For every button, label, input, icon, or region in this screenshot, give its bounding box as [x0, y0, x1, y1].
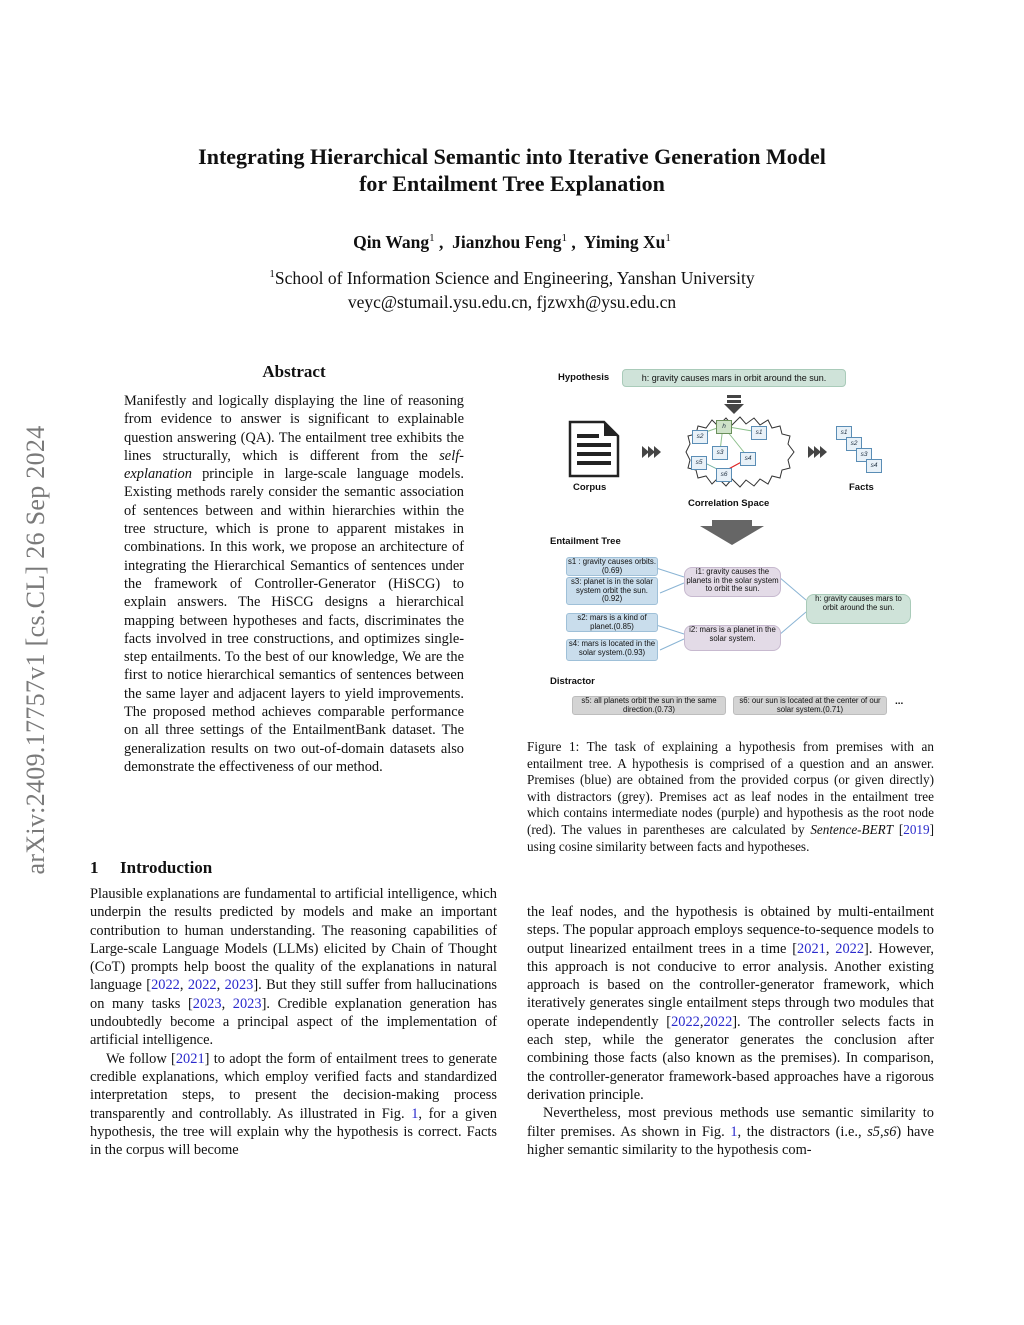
intermediate-i2: i2: mars is a planet in the solar system. [684, 625, 781, 651]
affiliation: School of Information Science and Engineering, Yanshan University [274, 267, 755, 288]
facts-label: Facts [849, 482, 874, 493]
paragraph: the leaf nodes, and the hypothesis is obtained by multi-entailment steps. The popular approach employs sequence-to-sequence models to output linearized entailment trees in a time [2021, 2022]. However, this approach is not conducive to error analysis. Another existing approach is based on the controller-generator framework, which iteratively generates single entailment steps through two modules that operate independently [2022,2022]. The controller selects facts in each step, while the generator generates the conclusion after combining those facts (also known as the premises). In comparison, the controller-generator framework-based approaches have a rigorous derivation principle. [527, 904, 934, 1103]
author-list: Qin Wang$^1$ , Jianzhou Feng$^1$ , Yiming Xu$^1$ [353, 232, 671, 252]
emails: veyc@stumail.ysu.edu.cn, fjzwxh@ysu.edu.cn [347, 291, 677, 312]
node-s1: s1 [751, 426, 767, 440]
citation-link[interactable]: 2022 [671, 1013, 700, 1030]
abstract-text: Manifestly and logically displaying the line of reasoning from evidence to answer is significant to explainable question answering (QA). The entailment tree exhibits the lines structurally, which is different from the [124, 393, 464, 464]
distractor-s6: s6: our sun is located at the center of our solar system.(0.71) [733, 696, 887, 715]
chevron-right-icon [642, 446, 661, 458]
title-line-1: Integrating Hierarchical Semantic into Iterative Generation Model [198, 144, 826, 169]
author-aff: 1 [561, 232, 568, 245]
node-h: h [716, 420, 732, 434]
abstract-emphasis: self-explanation [124, 447, 464, 483]
correlation-space-label: Correlation Space [688, 498, 770, 509]
document-icon [570, 422, 618, 476]
citation-link[interactable]: 2019 [903, 821, 930, 837]
citation-link[interactable]: 2022 [835, 940, 865, 957]
arxiv-stamp [8, 350, 64, 950]
premise-s1: s1 : gravity causes orbits.(0.69) [566, 557, 658, 576]
distractor-label: Distractor [550, 676, 595, 687]
author-aff: 1 [665, 232, 671, 245]
paragraph: Plausible explanations are fundamental to artificial intelligence, which underpin the results predicted by models and make an important contribution to human understanding. The reasoning capabilities of Large-scale Language Models (LLMs) elicited by Chain of Thought (CoT) prompts help boost the quality of the explanations in natural language [2022, 2022, 2023]. But they still suffer from hallucinations on many tasks [2023, 2023]. Credible explanation generation has undoubtedly become a principal aspect of the implementation of artificial intelligence. [90, 886, 497, 1049]
node-s3: s3 [712, 446, 728, 460]
premise-s2: s2: mars is a kind of planet.(0.85) [566, 613, 658, 632]
chevron-right-icon [808, 446, 827, 458]
node-s2: s2 [692, 430, 708, 444]
citation-link[interactable]: 2023 [232, 995, 262, 1012]
fact-s1: s1 [836, 426, 852, 440]
abstract-heading: Abstract [262, 362, 326, 381]
figure-link[interactable]: 1 [411, 1105, 419, 1122]
paragraph: Nevertheless, most previous methods use semantic similarity to filter premises. As shown in Fig. 1, the distractors (i.e., s5,s6) have higher semantic similarity to the hypothesis com- [527, 1105, 934, 1158]
right-column-body [527, 903, 934, 1159]
premise-s3: s3: planet is in the solar system orbit the sun.(0.92) [566, 577, 658, 605]
figure-link[interactable]: 1 [730, 1123, 738, 1140]
fact-s2: s2 [846, 437, 862, 451]
citation-link[interactable]: 2021 [797, 940, 826, 957]
fact-s4: s4 [866, 459, 882, 473]
author-aff: 1 [429, 232, 435, 245]
section-heading [90, 858, 212, 878]
affiliation-block [90, 262, 934, 314]
hypothesis-label: Hypothesis [558, 372, 610, 383]
paragraph: We follow [2021] to adopt the form of entailment trees to generate credible explanations, which employ verified facts and standardized interpretation steps, to present the decision-making process transparently and controllably. As illustrated in Fig. 1, for a given hypothesis, the tree will explain why the hypothesis is correct. Facts in the corpus will become [90, 1050, 497, 1159]
author-name: Jianzhou Feng [452, 232, 562, 252]
figure-caption: Figure 1: The task of explaining a hypothesis from premises with an entailment tree. A hypothesis is comprised of a question and an answer. Premises (blue) are obtained from the provided corpus (or given directly) with distractors (grey). Premises act as leaf nodes in the entailment tree which contains intermediate nodes (purple) and hypothesis as the root node (red). The values in parentheses are calculated by Sentence-BERT [2019] using cosine similarity between facts and hypotheses. [527, 739, 934, 854]
author-name: Qin Wang [353, 232, 430, 252]
intermediate-i1: i1: gravity causes the planets in the solar system to orbit the sun. [684, 567, 781, 597]
entailment-tree-label: Entailment Tree [550, 536, 621, 547]
fact-s3: s3 [856, 448, 872, 462]
section-title: Introduction [120, 858, 213, 877]
citation-link[interactable]: 2023 [224, 977, 254, 994]
citation-link[interactable]: 2022 [187, 977, 217, 994]
abstract-text: principle in large-scale language models. Existing methods rarely consider the semantic association of sentences between and within hierarchies within the tree structure, which is prone to apparent mistakes in combinations. In this work, we propose an architecture of integrating the Hierarchical Semantics of sentences under the framework of Controller-Generator (HiSCG) to explain answers. The HiSCG designs a hierarchical mapping between hypotheses and facts, discriminates the facts involved in tree constructions, and optimizes single-step entailments. To the best of our knowledge, We are the first to notice hierarchical semantics of sentences between the same layer and adjacent layers to yield improvements. The proposed method achieves comparable performance on all three settings of the EntailmentBank dataset. The generalization results on two out-of-domain datasets also demonstrate the effectiveness of our method. [124, 466, 464, 775]
intro-body [90, 885, 497, 1159]
citation-link[interactable]: 2022 [703, 1013, 733, 1030]
hypothesis-root: h: gravity causes mars to orbit around the sun. [806, 594, 911, 624]
paper-title [90, 143, 934, 197]
down-arrow-icon [724, 395, 744, 414]
affiliation-mark: 1 [269, 268, 275, 280]
section-number: 1 [90, 858, 99, 877]
author-name: Yiming Xu [583, 232, 666, 252]
citation-link[interactable]: 2021 [175, 1050, 205, 1067]
node-s6: s6 [716, 468, 732, 482]
citation-link[interactable]: 2022 [151, 977, 180, 994]
citation-link[interactable]: 2023 [192, 995, 222, 1012]
title-line-2: for Entailment Tree Explanation [359, 171, 665, 196]
corpus-label: Corpus [573, 482, 607, 493]
big-down-arrow-icon [700, 520, 764, 545]
ellipsis: ... [895, 696, 904, 707]
arxiv-id: arXiv:2409.17757v1 [cs.CL] 26 Sep 2024 [21, 425, 50, 875]
hypothesis-box: h: gravity causes mars in orbit around the sun. [622, 369, 846, 387]
node-s4: s4 [740, 452, 756, 466]
premise-s4: s4: mars is located in the solar system.(0.93) [566, 639, 658, 661]
figure-1 [540, 362, 940, 722]
distractor-s5: s5: all planets orbit the sun in the same direction.(0.73) [572, 696, 726, 715]
abstract-body [124, 392, 464, 776]
node-s5: s5 [691, 456, 707, 470]
